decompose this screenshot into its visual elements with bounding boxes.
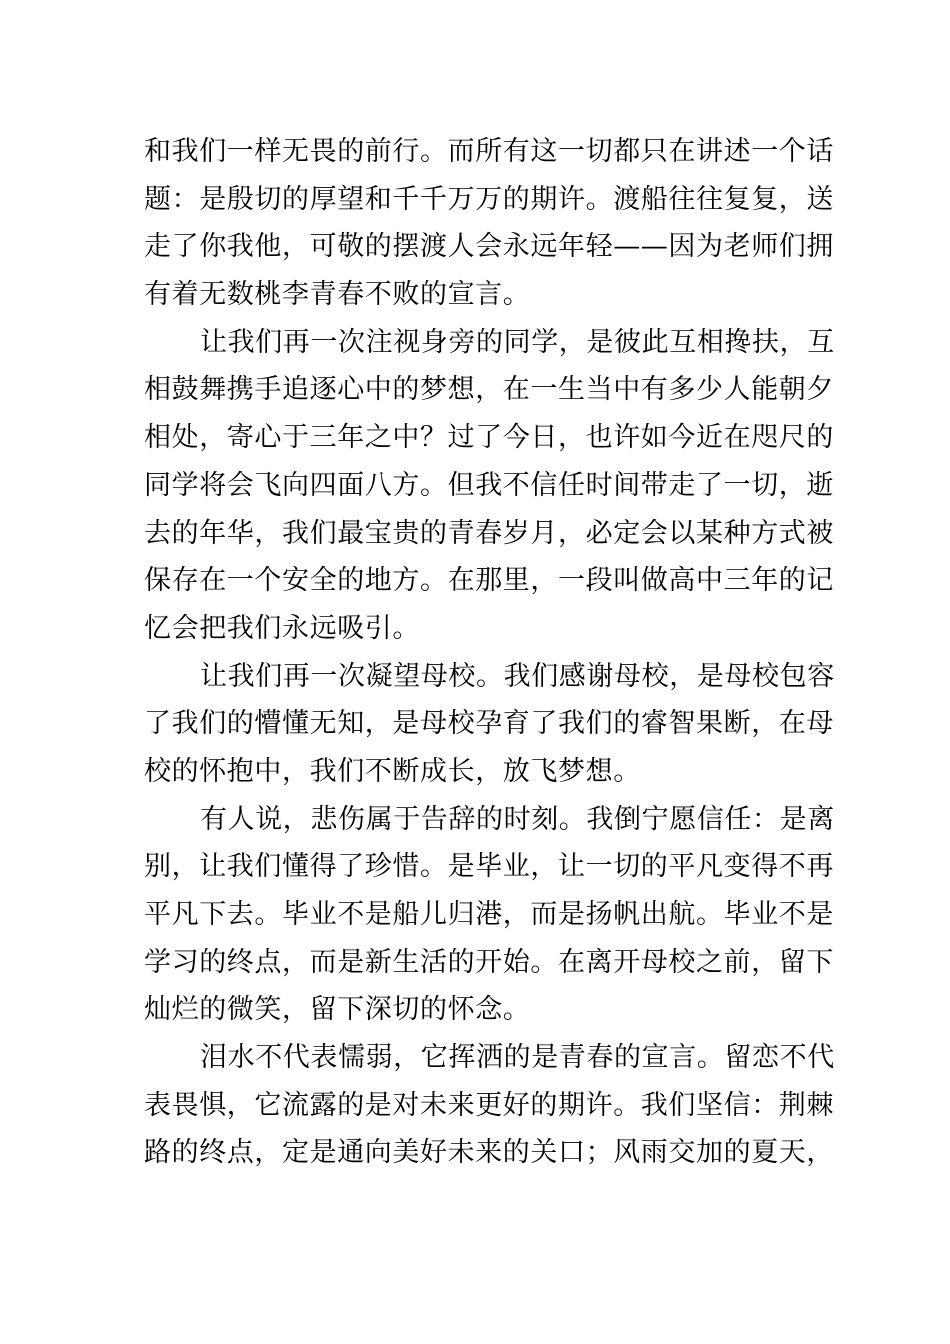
document-body: [144, 128, 835, 1177]
text-line: 有着无数桃李青春不败的宣言。: [144, 279, 531, 311]
paragraph-1: [144, 128, 834, 319]
text-line: 表畏惧，它流露的是对未来更好的期许。我们坚信：荆棘: [144, 1089, 834, 1121]
text-line: 别，让我们懂得了珍惜。是毕业，让一切的平凡变得不再: [144, 851, 834, 883]
text-line: 平凡下去。毕业不是船儿归港，而是扬帆出航。毕业不是: [144, 899, 834, 930]
text-line: 保存在一个安全的地方。在那里，一段叫做高中三年的记: [144, 565, 834, 597]
paragraph-4: [144, 796, 835, 1034]
text-line: 了我们的懵懂无知，是母校孕育了我们的睿智果断，在母: [144, 708, 834, 740]
paragraph-2: [144, 319, 835, 653]
paragraph-5: [144, 1034, 835, 1177]
text-line: 同学将会飞向四面八方。但我不信任时间带走了一切，逝: [144, 469, 834, 501]
text-line: 灿烂的微笑，留下深切的怀念。: [144, 994, 531, 1026]
text-line: 走了你我他，可敬的摆渡人会永远年轻——因为老师们拥: [144, 231, 834, 263]
text-line: 相鼓舞携手追逐心中的梦想，在一生当中有多少人能朝夕: [144, 374, 834, 406]
text-line: 忆会把我们永远吸引。: [144, 612, 420, 644]
paragraph-3: [144, 653, 835, 796]
text-line: 题：是殷切的厚望和千千万万的期许。渡船往往复复，送: [144, 183, 834, 215]
text-line: 学习的终点，而是新生活的开始。在离开母校之前，留下: [144, 946, 834, 978]
text-line: 去的年华，我们最宝贵的青春岁月，必定会以某种方式被: [144, 517, 834, 549]
text-line: 校的怀抱中，我们不断成长，放飞梦想。: [144, 755, 641, 787]
text-line: 泪水不代表懦弱，它挥洒的是青春的宣言。留恋不代: [200, 1042, 835, 1074]
text-line: 路的终点，定是通向美好未来的关口；风雨交加的夏天，: [144, 1137, 834, 1169]
text-line: 有人说，悲伤属于告辞的时刻。我倒宁愿信任：是离: [200, 803, 835, 835]
text-line: 相处，寄心于三年之中？过了今日，也许如今近在咫尺的: [144, 422, 834, 454]
text-line: 和我们一样无畏的前行。而所有这一切都只在讲述一个话: [144, 136, 834, 167]
text-line: 让我们再一次注视身旁的同学，是彼此互相搀扶，互: [200, 326, 835, 358]
text-line: 让我们再一次凝望母校。我们感谢母校，是母校包容: [200, 660, 835, 692]
